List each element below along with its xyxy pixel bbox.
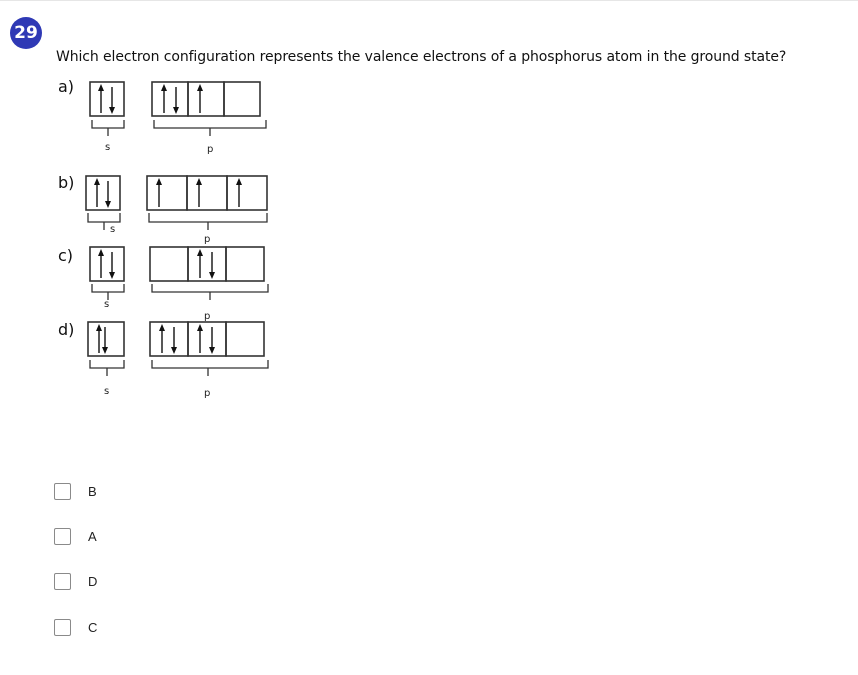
- p-bracket: [149, 213, 267, 230]
- s-orbital-box: [88, 322, 124, 356]
- answer-option-d[interactable]: [54, 570, 97, 592]
- option-b-diagram: [58, 173, 267, 245]
- p-orbital-boxes: [150, 247, 264, 281]
- s-bracket: [90, 360, 124, 376]
- question-text: Which electron configuration represents the valence electrons of a phosphorus atom in the ground state?: [56, 49, 787, 65]
- answer-label: B: [88, 483, 97, 499]
- answer-option-b[interactable]: [54, 480, 97, 502]
- p-caption: p: [204, 311, 211, 322]
- answer-label: D: [88, 573, 98, 589]
- answer-label: C: [88, 619, 98, 635]
- s-caption: s: [104, 386, 110, 397]
- s-caption: s: [104, 299, 110, 310]
- s-caption: s: [110, 224, 116, 235]
- p-bracket: [152, 360, 268, 376]
- p-caption: p: [204, 234, 211, 245]
- question-number-badge: 29: [10, 17, 42, 49]
- s-orbital-box: [90, 82, 124, 116]
- s-orbital-box: [90, 247, 124, 281]
- checkbox[interactable]: [54, 573, 71, 590]
- option-a-diagram: [58, 77, 266, 155]
- p-orbital-boxes: [147, 176, 267, 210]
- p-bracket: [152, 284, 268, 300]
- answer-option-c[interactable]: [54, 616, 97, 638]
- answer-label: A: [88, 528, 97, 544]
- p-orbital-boxes: [152, 82, 260, 116]
- p-caption: p: [204, 388, 211, 399]
- answer-option-a[interactable]: [54, 525, 97, 547]
- option-label: a): [58, 77, 75, 96]
- option-label: d): [58, 320, 75, 339]
- orbital-diagram: [52, 70, 292, 410]
- top-divider: [0, 0, 858, 1]
- s-bracket: [92, 120, 124, 136]
- option-d-diagram: [58, 320, 268, 399]
- option-label: b): [58, 173, 75, 192]
- p-caption: p: [207, 144, 214, 155]
- checkbox[interactable]: [54, 528, 71, 545]
- s-caption: s: [105, 142, 111, 153]
- checkbox[interactable]: [54, 619, 71, 636]
- checkbox[interactable]: [54, 483, 71, 500]
- p-orbital-boxes: [150, 322, 264, 356]
- s-orbital-box: [86, 176, 120, 210]
- s-bracket: [92, 284, 124, 300]
- option-c-diagram: [58, 246, 268, 322]
- option-label: c): [58, 246, 74, 265]
- p-bracket: [154, 120, 266, 136]
